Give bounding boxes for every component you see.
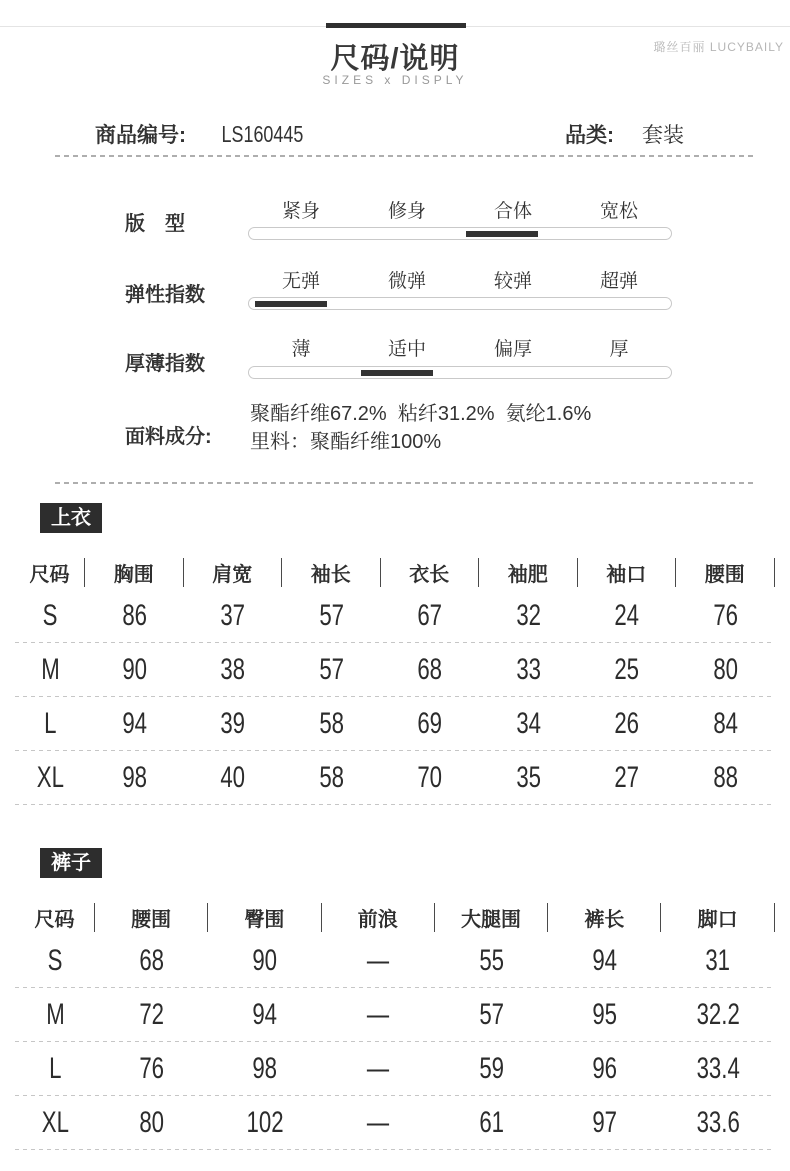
table-cell: 39 [220, 706, 246, 740]
column-header: 肩宽 [184, 558, 283, 587]
table-cell: 38 [220, 652, 246, 686]
table-cell: S [47, 943, 63, 977]
pants-header-row [15, 901, 775, 934]
section-tag-pants: 裤子 [40, 848, 102, 878]
dashed-divider [55, 482, 755, 484]
elasticity-slider-fill [255, 301, 327, 307]
column-header: 脚口 [661, 903, 774, 932]
fit-slider-track [248, 227, 672, 240]
table-cell: 86 [121, 598, 147, 632]
table-cell: 72 [139, 997, 164, 1031]
table-cell: 94 [121, 706, 147, 740]
table-cell: 96 [592, 1051, 618, 1085]
option-label: 微弹 [387, 271, 426, 292]
tops-table [15, 556, 775, 805]
table-row [15, 934, 775, 987]
table-cell: 33 [515, 652, 541, 686]
elasticity-slider-track [248, 297, 672, 310]
category-row [565, 119, 684, 149]
table-cell: 55 [479, 943, 504, 977]
table-cell: — [367, 1105, 390, 1139]
table-cell: 61 [479, 1105, 504, 1139]
table-cell: 58 [318, 706, 344, 740]
table-cell: L [43, 706, 57, 740]
option-label: 适中 [387, 339, 426, 360]
section-tag-tops: 上衣 [40, 503, 102, 533]
table-cell: 33.6 [696, 1105, 740, 1139]
table-cell: 67 [417, 598, 443, 632]
header-accent-bar [326, 23, 466, 28]
fabric-line1: 聚酯纤维67.2% 粘纤31.2% 氨纶1.6% [250, 403, 592, 425]
thickness-label: 厚薄指数 [125, 353, 205, 375]
table-cell: 33.4 [696, 1051, 740, 1085]
table-cell: — [367, 943, 390, 977]
option-label: 薄 [291, 339, 311, 360]
dashed-divider [55, 155, 755, 157]
table-cell: 94 [252, 997, 278, 1031]
table-cell: 94 [592, 943, 618, 977]
option-label: 较弹 [493, 271, 532, 292]
table-row [15, 988, 775, 1041]
column-header: 衣长 [381, 558, 480, 587]
table-cell: S [42, 598, 58, 632]
table-cell: 98 [121, 760, 147, 794]
table-cell: — [367, 1051, 390, 1085]
brand-label: 璐丝百丽 LUCYBAILY [653, 40, 784, 54]
table-cell: XL [41, 1105, 69, 1139]
option-label: 厚 [609, 339, 629, 360]
table-cell: M [45, 997, 65, 1031]
pants-table [15, 901, 775, 1150]
table-row [15, 751, 775, 804]
option-label: 紧身 [281, 201, 320, 222]
product-code-label: 商品编号: [95, 124, 186, 147]
table-cell: 76 [139, 1051, 164, 1085]
table-cell: 37 [220, 598, 246, 632]
thickness-options [248, 334, 672, 361]
option-label: 超弹 [599, 271, 638, 292]
tops-header-row [15, 556, 775, 589]
category-label: 品类: [565, 124, 614, 147]
column-header: 腰围 [95, 903, 208, 932]
fabric-label: 面料成分: [125, 426, 212, 448]
table-cell: 57 [318, 598, 344, 632]
column-header: 胸围 [85, 558, 184, 587]
category-value: 套装 [642, 124, 684, 147]
fit-slider-fill [466, 231, 538, 237]
table-cell: L [48, 1051, 62, 1085]
table-cell: 24 [614, 598, 640, 632]
table-row [15, 1096, 775, 1149]
fabric-line2: 里料：聚酯纤维100% [250, 431, 442, 453]
table-cell: 34 [515, 706, 541, 740]
table-cell: 90 [252, 943, 278, 977]
table-cell: 102 [246, 1105, 284, 1139]
table-cell: 76 [712, 598, 738, 632]
column-header: 臀围 [208, 903, 321, 932]
option-label: 修身 [387, 201, 426, 222]
table-cell: 27 [614, 760, 640, 794]
column-header: 尺码 [15, 558, 85, 587]
table-cell: 84 [712, 706, 738, 740]
table-cell: 25 [614, 652, 640, 686]
row-divider [15, 804, 775, 805]
table-cell: 90 [121, 652, 147, 686]
table-cell: 31 [705, 943, 731, 977]
elasticity-options [248, 266, 672, 293]
option-label: 偏厚 [493, 339, 532, 360]
page-title: 尺码/说明 [330, 43, 460, 75]
thickness-slider-track [248, 366, 672, 379]
table-cell: 80 [712, 652, 738, 686]
thickness-slider-fill [361, 370, 433, 376]
option-label: 无弹 [281, 271, 320, 292]
table-cell: 32 [515, 598, 541, 632]
table-cell: 57 [318, 652, 344, 686]
table-cell: — [367, 997, 390, 1031]
table-cell: 32.2 [696, 997, 740, 1031]
elasticity-label: 弹性指数 [125, 284, 205, 306]
table-cell: 57 [479, 997, 504, 1031]
column-header: 袖肥 [479, 558, 578, 587]
table-cell: 98 [252, 1051, 278, 1085]
row-divider [15, 1149, 775, 1150]
column-header: 大腿围 [435, 903, 548, 932]
table-cell: 97 [592, 1105, 618, 1139]
table-cell: 68 [139, 943, 164, 977]
product-code-value: LS160445 [221, 121, 304, 147]
fit-options [248, 196, 672, 223]
table-cell: 68 [417, 652, 443, 686]
table-cell: 80 [139, 1105, 164, 1139]
table-cell: 88 [712, 760, 738, 794]
column-header: 腰围 [676, 558, 775, 587]
table-cell: 35 [515, 760, 541, 794]
table-cell: M [40, 652, 60, 686]
fit-label: 版 型 [125, 213, 185, 235]
column-header: 袖长 [282, 558, 381, 587]
table-row [15, 1042, 775, 1095]
product-code-row [95, 119, 315, 149]
option-label: 宽松 [599, 201, 638, 222]
page-subtitle: SIZES x DISPLY [322, 73, 468, 87]
table-row [15, 697, 775, 750]
table-cell: 95 [592, 997, 618, 1031]
column-header: 尺码 [15, 903, 95, 932]
table-cell: 70 [417, 760, 443, 794]
table-cell: 26 [614, 706, 640, 740]
option-label: 合体 [493, 201, 532, 222]
table-row [15, 643, 775, 696]
table-cell: 58 [318, 760, 344, 794]
table-row [15, 589, 775, 642]
table-cell: 40 [220, 760, 246, 794]
table-cell: XL [36, 760, 64, 794]
column-header: 前浪 [322, 903, 435, 932]
table-cell: 69 [417, 706, 443, 740]
column-header: 裤长 [548, 903, 661, 932]
table-cell: 59 [479, 1051, 504, 1085]
column-header: 袖口 [578, 558, 677, 587]
